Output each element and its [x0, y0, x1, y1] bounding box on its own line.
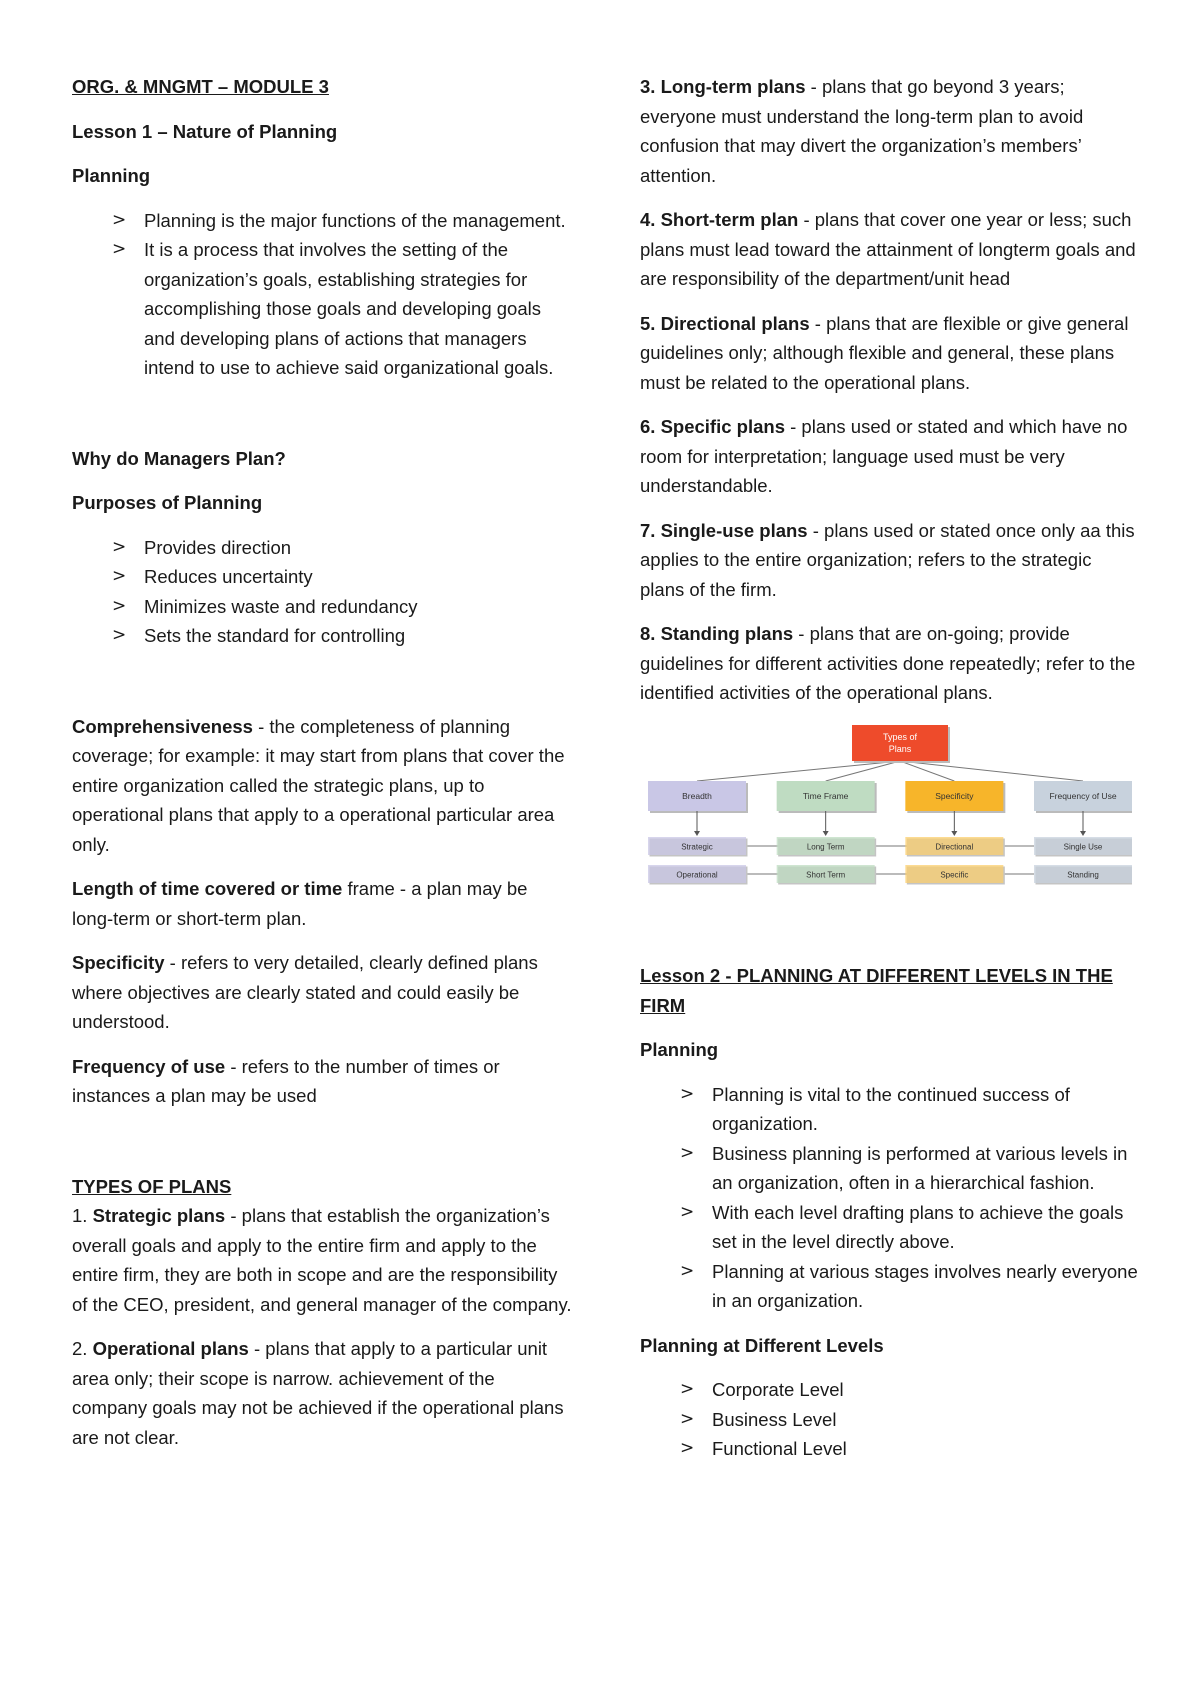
lesson1-title: Lesson 1 – Nature of Planning — [72, 120, 338, 142]
plan-number: 3. — [640, 76, 661, 97]
definition-text: - refers to the number of times or instances a plan may be used — [72, 1055, 500, 1106]
plan-number: 2. — [72, 1338, 93, 1359]
definition-term: Length of time covered or time — [72, 878, 343, 899]
list-item: > Planning at various stages involves nearly everyone in an organization. — [680, 1257, 1140, 1316]
plan-text: - plans used or stated and which have no room for interpretation; language used must be very understandable. — [640, 416, 1128, 496]
list-item: > Business Level — [680, 1405, 1140, 1435]
list-item: > Corporate Level — [680, 1375, 1140, 1405]
category-label: Specificity — [935, 790, 974, 801]
list-item: > Business planning is performed at various levels in an organization, often in a hierarchical fashion. — [680, 1139, 1140, 1198]
types-of-plans-diagram — [648, 723, 1140, 904]
plan-number: 7. — [640, 519, 661, 541]
arrow-head — [823, 831, 829, 836]
plan-number: 4. — [640, 209, 661, 230]
root-label: Types of — [882, 731, 918, 742]
list-item: > Sets the standard for controlling — [112, 621, 572, 651]
connector-line — [697, 761, 900, 781]
purposes-bullet-list — [72, 533, 572, 651]
planning-bullet-list-2 — [640, 1080, 1140, 1316]
arrow-head — [951, 831, 957, 836]
plan-directional — [640, 309, 1140, 398]
list-item: > Functional Level — [680, 1434, 1140, 1464]
item-label: Standing — [1067, 870, 1099, 879]
definition-comprehensiveness — [72, 712, 572, 860]
item-label: Single Use — [1063, 842, 1103, 851]
plan-term: Directional plans — [660, 312, 810, 334]
purposes-heading: Purposes of Planning — [72, 492, 263, 513]
arrow-head — [694, 831, 700, 836]
item-label: Directional — [935, 842, 974, 851]
item-label: Operational — [676, 870, 718, 879]
category-label: Frequency of Use — [1049, 790, 1117, 801]
plan-text: - plans that establish the organization’s overall goals and apply to the entire firm and apply to the entire firm, they are both in scope and are the responsibility of the CEO, president, and general manager of the company. — [72, 1205, 572, 1315]
lesson2-title: Lesson 2 - PLANNING AT DIFFERENT LEVELS IN THE FIRM — [640, 965, 1113, 1016]
plan-single-use — [640, 516, 1140, 605]
plan-text: - plans that are flexible or give general guidelines only; although flexible and general, these plans must be related to the operational plans. — [640, 312, 1129, 393]
plan-standing — [640, 619, 1140, 708]
left-column — [72, 72, 572, 1467]
list-item: > Planning is the major functions of the management. — [112, 206, 572, 236]
definition-time-frame — [72, 874, 572, 933]
category-label: Breadth — [682, 790, 712, 801]
types-heading: TYPES OF PLANS — [72, 1175, 232, 1197]
right-column — [640, 72, 1140, 1479]
plan-number: 5. — [640, 312, 661, 334]
list-item: > With each level drafting plans to achieve the goals set in the level directly above. — [680, 1198, 1140, 1257]
definition-term: Comprehensiveness — [72, 715, 253, 737]
root-label: Plans — [888, 743, 912, 754]
definition-specificity — [72, 948, 572, 1037]
list-item: > Reduces uncertainty — [112, 562, 572, 592]
plan-operational — [72, 1334, 572, 1452]
list-item: > Planning is vital to the continued success of organization. — [680, 1080, 1140, 1139]
plan-text: - plans that are on-going; provide guidelines for different activities done repeatedly; refer to the identified activities of the operational plans. — [640, 623, 1136, 703]
plan-text: - plans that cover one year or less; such plans must lead toward the attainment of longterm goals and are responsibility of the department/unit head — [640, 209, 1136, 289]
plan-specific — [640, 412, 1140, 501]
list-item: > It is a process that involves the setting of the organization’s goals, establishing strategies for accomplishing those goals and developing goals and developing plans of actions that managers intend to use to achieve said organizational goals. — [112, 235, 572, 383]
item-label: Strategic — [681, 842, 713, 851]
plan-term: Single-use plans — [660, 519, 808, 541]
plan-term: Standing plans — [660, 623, 794, 644]
arrow-head — [1080, 831, 1086, 836]
definition-term: Frequency of use — [72, 1055, 226, 1077]
plan-term: Long-term plans — [660, 76, 806, 97]
plan-number: 1. — [72, 1205, 93, 1226]
plan-term: Operational plans — [92, 1338, 249, 1359]
plan-text: - plans used or stated once only aa this applies to the entire organization; refers to the strategic plans of the firm. — [640, 519, 1135, 600]
planning-bullet-list — [72, 206, 572, 383]
plan-number: 8. — [640, 623, 661, 644]
levels-bullet-list — [640, 1375, 1140, 1464]
plan-long-term — [640, 72, 1140, 190]
definition-term-tail: frame — [342, 878, 395, 899]
plan-text: - plans that go beyond 3 years; everyone must understand the long-term plan to avoid confusion that may divert the organization’s members’ attention. — [640, 76, 1084, 186]
item-label: Long Term — [806, 842, 845, 851]
planning-heading-2: Planning — [640, 1039, 719, 1060]
plan-text: - plans that apply to a particular unit area only; their scope is narrow. achievement of the company goals may not be achieved if the operational plans are not clear. — [72, 1338, 564, 1448]
root-box — [852, 725, 948, 761]
plan-strategic — [72, 1201, 572, 1319]
definition-text: - refers to very detailed, clearly defined plans where objectives are clearly stated and could easily be understood. — [72, 952, 538, 1032]
item-label: Short Term — [806, 870, 846, 879]
definition-term: Specificity — [72, 952, 165, 973]
plan-term: Short-term plan — [660, 209, 799, 230]
definition-frequency — [72, 1052, 572, 1111]
module-title: ORG. & MNGMT – MODULE 3 — [72, 76, 329, 97]
plan-term: Specific plans — [660, 416, 785, 437]
definition-text: - a plan may be long-term or short-term plan. — [72, 878, 528, 929]
item-label: Specific — [940, 870, 969, 879]
connector-line — [826, 761, 900, 781]
why-heading: Why do Managers Plan? — [72, 447, 286, 469]
definition-text: - the completeness of planning coverage; for example: it may start from plans that cover the entire organization called the strategic plans, up to operational plans that apply to a operational particular area only. — [72, 715, 565, 855]
plan-number: 6. — [640, 416, 661, 437]
plan-short-term — [640, 205, 1140, 294]
list-item: > Provides direction — [112, 533, 572, 563]
category-label: Time Frame — [802, 790, 849, 801]
list-item: > Minimizes waste and redundancy — [112, 592, 572, 622]
types-of-plans-svg — [648, 723, 1132, 895]
levels-heading: Planning at Different Levels — [640, 1334, 884, 1356]
plan-term: Strategic plans — [92, 1205, 226, 1226]
planning-heading: Planning — [72, 165, 151, 186]
